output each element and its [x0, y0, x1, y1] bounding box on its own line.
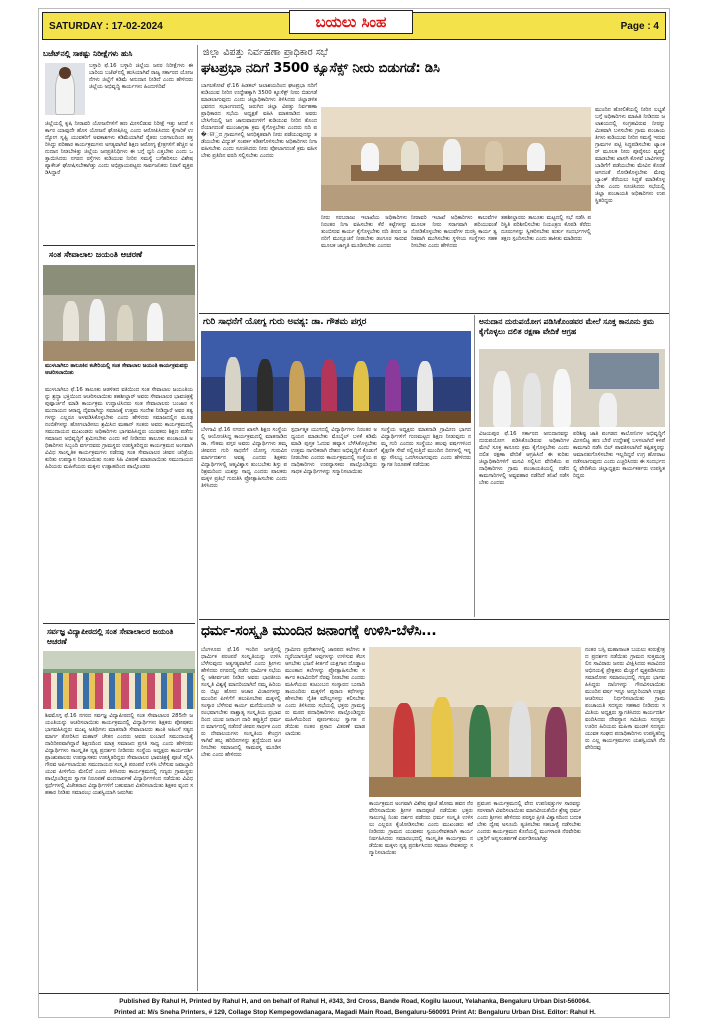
main-headline: ಘಟಪ್ರಭಾ ನದಿಗೆ 3500 ಕ್ಯೂಸೆಕ್ಸ್ ನೀರು ಬಿಡುಗಡೆ: ಡಿಸಿ: [201, 61, 440, 76]
budget-text-a: ಬಳ್ಳಾರಿ ಫೆ.16 ಬಳ್ಳಾರಿ ಜಿಲ್ಲೆಯ ಜನರ ನಿರೀಕ್ಷೆಗಳು ಈ ಬಾರಿಯ ಬಜೆಟ್‌ನಲ್ಲಿ ಹುಸಿಯಾಗಿವೆ ರಾಜ್ಯ ಸರ್ಕಾರದ ಯೋಜನೆಗಳು ಜಿಲ್ಲೆಗೆ ಕಡಿಮೆ ಅನುದಾನ ನೀಡಿದೆ ಎಂದು ಹೇಳಿದರು ಜಿಲ್ಲೆಯ ಅಭಿವೃದ್ಧಿ ಕಾರ್ಯಗಳು ಹಿಂದುಳಿದಿವೆ: [89, 63, 193, 90]
dharma-text-col2: ಗ್ರಾಮೀಣ ಪ್ರದೇಶಗಳಲ್ಲಿ ಜಾನಪದ ಕಲೆಗಳು ಕಣ್ಮರೆಯಾಗುತ್ತಿವೆ ಅವುಗಳನ್ನು ಉಳಿಸುವ ಕೆಲಸ ಆಗಬೇಕು ಭಜನೆ ಕೀರ್ತನೆ ಯಕ್ಷಗಾನ ದೊಡ್ಡಾಟ ಮುಂತಾದ ಕಲೆಗಳನ್ನು ಪ್ರೋತ್ಸಾಹಿಸಬೇಕು ಸರ್ಕಾರ ಕಲಾವಿದರಿಗೆ ನೆರವು ನೀಡಬೇಕು ಎಂದರು ಮಹಿಳೆಯರು ಕುಟುಂಬದ ಸಂಸ್ಕಾರದ ಬುನಾದಿ ತಾಯಂದಿರು ಮಕ್ಕಳಿಗೆ ಪುರಾಣ ಕಥೆಗಳನ್ನು ಹೇಳಬೇಕು ನೈತಿಕ ಮೌಲ್ಯಗಳನ್ನು ಕಲಿಸಬೇಕು ಎಂದು ತಿಳಿಸಿದರು ಸಭೆಯಲ್ಲಿ ಭಕ್ತರು ಗ್ರಾಮಸ್ಥರು ಮಠದ ಪದಾಧಿಕಾರಿಗಳು ಪಾಲ್ಗೊಂಡಿದ್ದರು ಮಹಿಳೆಯರಿಂದ ಪೂರ್ಣಕುಂಭ ಸ್ವಾಗತ ನಡೆಯಿತು ನಂತರ ಪ್ರಸಾದ ವಿತರಣೆ ಮಾಡಲಾಯಿತು: [285, 647, 365, 737]
sevalal-headline: ಸಂತ ಸೇವಾಲಾಲ ಜಯಂತಿ ಆಚರಣೆ: [49, 249, 143, 259]
guru-headline: ಗುರಿ ಸಾಧನೆಗೆ ಯೋಗ್ಯ ಗುರು ಅವಶ್ಯ: ಡಾ. ಗೌತಮ ಪಗ್ಗರ: [203, 317, 367, 327]
dharma-text-col5: ನಂತರ ಬಸ್ಸಿ ಮಹಾನಾಟಕ ಬಯಲು ಕುರುಕ್ಷೇತ್ರದ ಪ್ರದರ್ಶನ ನಡೆಯಿತು ಗ್ರಾಮದ ಸುತ್ತಮುತ್ತಲಿನ ಸಾವಿರಾರು ಜನರು ವೀಕ್ಷಿಸಿದರು ಕಲಾವಿದರ ಅಭಿನಯಕ್ಕೆ ಪ್ರೇಕ್ಷಕರು ಮೆಚ್ಚುಗೆ ವ್ಯಕ್ತಪಡಿಸಿದರು ಸಮಾರೋಪ ಸಮಾರಂಭದಲ್ಲಿ ಗಣ್ಯರು ಭಾಗವಹಿಸಿದ್ದರು ದಾನಿಗಳನ್ನು ಗೌರವಿಸಲಾಯಿತು ಮುಂದಿನ ವರ್ಷ ಇನ್ನೂ ಅದ್ದೂರಿಯಾಗಿ ಉತ್ಸವ ಆಚರಿಸಲು ನಿರ್ಧರಿಸಲಾಯಿತು ಗ್ರಾಮ ಪಂಚಾಯತಿ ಸದಸ್ಯರು ಸಹಕಾರ ನೀಡಿದರು ಸಮಿತಿಯ ಅಧ್ಯಕ್ಷರು ಸ್ವಾಗತಿಸಿದರು ಕಾರ್ಯದರ್ಶಿ ವಂದಿಸಿದರು ದೇವಸ್ಥಾನ ಸಮಿತಿಯ ಸದಸ್ಯರು ಊರಿನ ಹಿರಿಯರು ಮಹಿಳಾ ಮಂಡಳಿ ಸದಸ್ಯರು ಯುವಕ ಸಂಘದ ಪದಾಧಿಕಾರಿಗಳು ಉಪಸ್ಥಿತರಿದ್ದರು ಎಲ್ಲ ಕಾರ್ಯಕ್ರಮಗಳು ಯಶಸ್ವಿಯಾಗಿ ನೆರವೇರಿದವು: [585, 647, 665, 751]
imprint-line-1: Published By Rahul H, Printed by Rahul H, and on behalf of Rahul H, #343, 3rd Cross, Bande Road, Kogilu lauout, Yelahanka, Bengaluru Urban Dist-560064.: [119, 998, 591, 1005]
dharma-ceremony-photo: [369, 647, 581, 797]
newspaper-logo: ಬಯಲು ಸಿಂಹ: [289, 10, 413, 34]
imprint-line-2: Printed at: M/s Sneha Printers, # 129, Collage Stop Kempegowdanagara, Magadi Main Road, Bengaluru-560091 Print At: Bengaluru Urban Dist. Editor: Rahul H.: [114, 1009, 596, 1016]
main-text-col3: ನೀರಾವರಿ ಇಲಾಖೆ ಅಧಿಕಾರಿಗಳು ಕಾಲುವೆಗಳ ಮೂಲಕ ನೀರು ಸರಾಗವಾಗಿ ಹರಿಯುವಂತೆ ನೋಡಿಕೊಳ್ಳಬೇಕು ಕಾಲುವೆಗಳ ದುರಸ್ತಿ ಕಾರ್ಯ ತ್ವರಿತವಾಗಿ ಮುಗಿಸಬೇಕು ಸ್ಥಳೀಯ ಸಂಸ್ಥೆಗಳು ಸಹಕರಿಸಬೇಕು ಎಂದು ಹೇಳಿದರು: [411, 215, 497, 249]
budget-text-b: ಜಿಲ್ಲೆಯಲ್ಲಿ ಕೃಷಿ ನೀರಾವರಿ ಯೋಜನೆಗಳಿಗೆ ಹಣ ಮೀಸಲಿಡುವ ನಿರೀಕ್ಷೆ ಇತ್ತು ಆದರೆ ಸರ್ಕಾರ ಯಾವುದೇ ಹೊಸ ಯೋಜನೆ ಘೋಷಿಸಿಲ್ಲ ಎಂದು ಆರೋಪಿಸಿದರು ಕೈಗಾರಿಕೆ ಉದ್ಯೋಗ ಸೃಷ್ಟಿ ಯುವಕರಿಗೆ ಅವಕಾಶಗಳು ಕಡಿಮೆಯಾಗಿವೆ ರೈತರು ಬರಗಾಲದಿಂದ ತತ್ತರಿಸಿದ್ದು ಪರಿಹಾರ ಕಾರ್ಯಕ್ರಮಗಳು ಅಗತ್ಯವಾಗಿವೆ ಶಿಕ್ಷಣ ಆರೋಗ್ಯ ಕ್ಷೇತ್ರಗಳಿಗೆ ಹೆಚ್ಚಿನ ಅನುದಾನ ನೀಡಬೇಕಿತ್ತು ಜಿಲ್ಲೆಯ ಜನಪ್ರತಿನಿಧಿಗಳು ಈ ಬಗ್ಗೆ ಧ್ವನಿ ಎತ್ತಬೇಕು ಎಂದು ಒತ್ತಾಯಿಸಿದರು ನಗರದ ರಸ್ತೆಗಳು ಕುಡಿಯುವ ನೀರಿನ ಸಮಸ್ಯೆ ಬಗೆಹರಿಸಲು ವಿಶೇಷ ಪ್ಯಾಕೇಜ್ ಘೋಷಿಸಬೇಕಾಗಿತ್ತು ಎಂದು ಅಭಿಪ್ರಾಯಪಟ್ಟರು ಸಾರ್ವಜನಿಕರು ನಿರಾಸೆ ವ್ಯಕ್ತಪಡಿಸಿದ್ದಾರೆ: [45, 121, 193, 176]
issue-date: SATURDAY : 17-02-2024: [49, 20, 163, 32]
page-number: Page : 4: [620, 20, 659, 32]
main-text-col4: ತಹಶೀಲ್ದಾರರು ತಾಲೂಕು ಮಟ್ಟದಲ್ಲಿ ಸಭೆ ನಡೆಸಿ ಪರಿಸ್ಥಿತಿ ಪರಿಶೀಲಿಸಬೇಕು ನಿಯಂತ್ರಣ ಕೊಠಡಿ ತೆರೆದು ದೂರುಗಳನ್ನು ಸ್ವೀಕರಿಸಬೇಕು ತುರ್ತು ಸಂದರ್ಭಗಳಲ್ಲಿ ತಕ್ಷಣ ಸ್ಪಂದಿಸಬೇಕು ಎಂದು ತಾಕೀತು ಮಾಡಿದರು: [501, 215, 591, 242]
guru-text-col1: ಬೆಳಗಾವಿ ಫೆ.16 ನಗರದ ಖಾಸಗಿ ಶಿಕ್ಷಣ ಸಂಸ್ಥೆಯಲ್ಲಿ ಆಯೋಜಿಸಿದ್ದ ಕಾರ್ಯಕ್ರಮದಲ್ಲಿ ಮಾತನಾಡಿದ ಡಾ. ಗೌತಮ ಪಗ್ಗರ ಅವರು ವಿದ್ಯಾರ್ಥಿಗಳು ತಮ್ಮ ಜೀವನದ ಗುರಿ ಸಾಧನೆಗೆ ಯೋಗ್ಯ ಗುರುವಿನ ಮಾರ್ಗದರ್ಶನ ಅವಶ್ಯ ಎಂದರು ಶಿಕ್ಷಕರು ವಿದ್ಯಾರ್ಥಿಗಳಲ್ಲಿ ಆತ್ಮವಿಶ್ವಾಸ ತುಂಬಬೇಕು ಶಿಸ್ತು ಪರಿಶ್ರಮದಿಂದ ಯಶಸ್ಸು ಸಾಧ್ಯ ಎಂದರು ಪಾಲಕರು ಮಕ್ಕಳ ಪ್ರತಿಭೆ ಗುರುತಿಸಿ ಪ್ರೋತ್ಸಾಹಿಸಬೇಕು ಎಂದು ತಿಳಿಸಿದರು: [201, 427, 287, 489]
newspaper-page: [38, 8, 670, 1018]
anudana-text-col2: ಪರಿಶಿಷ್ಟ ಜಾತಿ ಪಂಗಡದ ಕಾಲೋನಿಗಳ ಅಭಿವೃದ್ಧಿಗೆ ಮೀಸಲಿಟ್ಟ ಹಣ ಬೇರೆ ಉದ್ದೇಶಕ್ಕೆ ಬಳಸಲಾಗಿದೆ ಕಳಪೆ ಕಾಮಗಾರಿ ನಡೆಸಿ ಬಿಲ್ ಪಾವತಿಸಲಾಗಿದೆ ತಪ್ಪಿತಸ್ಥರನ್ನು ಅಮಾನತುಗೊಳಿಸಬೇಕು ಇಲ್ಲದಿದ್ದರೆ ಉಗ್ರ ಹೋರಾಟ ನಡೆಸಲಾಗುವುದು ಎಂದು ಎಚ್ಚರಿಸಿದರು ಈ ಸಂದರ್ಭದಲ್ಲಿ ವೇದಿಕೆಯ ಜಿಲ್ಲಾಧ್ಯಕ್ಷರು ಕಾರ್ಯಕರ್ತರು ಉಪಸ್ಥಿತರಿದ್ದರು: [573, 431, 665, 479]
anudana-memorandum-photo: [479, 349, 665, 427]
dharma-headline: ಧರ್ಮ-ಸಂಸ್ಕೃತಿ ಮುಂದಿನ ಜನಾಂಗಕ್ಕೆ ಉಳಿಸಿ-ಬೆಳೆಸಿ...: [201, 623, 437, 639]
sarvajna-event-photo: [43, 651, 195, 709]
sarvajna-headline: ಸರ್ವಜ್ಞ ವಿದ್ಯಾಪೀಠದಲ್ಲಿ ಸಂತ ಸೇವಾಲಾಲರ ಜಯಂತಿ ಆಚರಣೆ: [47, 627, 174, 646]
main-text-col2: ನೀರು ಸರಬರಾಜು ಇಲಾಖೆಯ ಅಧಿಕಾರಿಗಳು ನಿರಂತರ ನಿಗಾ ವಹಿಸಬೇಕು ಕೆರೆ ಕಟ್ಟೆಗಳನ್ನು ತುಂಬಿಸುವ ಕಾರ್ಯ ಕೈಗೊಳ್ಳಬೇಕು ನದಿ ತೀರದ ಜನರಿಗೆ ಮುನ್ಸೂಚನೆ ನೀಡಬೇಕು ಡಂಗೂರ ಸಾರುವ ಮೂಲಕ ಜಾಗೃತಿ ಮೂಡಿಸಬೇಕು ಎಂದರು: [321, 215, 407, 249]
dharma-text-col4: ಪ್ರವಚನ ಕಾರ್ಯಕ್ರಮದಲ್ಲಿ ವೇದ ಉಪನಿಷತ್ತುಗಳ ಸಾರವನ್ನು ಸರಳವಾಗಿ ವಿವರಿಸಲಾಯಿತು ಮಾನವೀಯತೆಯೇ ಶ್ರೇಷ್ಠ ಧರ್ಮ ಎಂದು ಶ್ರೀಗಳು ಹೇಳಿದರು ಪರಸ್ಪರ ಪ್ರೀತಿ ವಿಶ್ವಾಸದಿಂದ ಬದುಕಬೇಕು ದ್ವೇಷ ಅಸೂಯೆ ತ್ಯಜಿಸಬೇಕು ಸಹಬಾಳ್ವೆ ನಡೆಸಬೇಕು ಎಂದರು ಕಾರ್ಯಕ್ರಮದ ಕೊನೆಯಲ್ಲಿ ಮಂಗಳಾರತಿ ನೆರವೇರಿತು ಭಕ್ತರಿಗೆ ಅನ್ನಸಂತರ್ಪಣೆ ಏರ್ಪಡಿಸಲಾಗಿತ್ತು: [477, 801, 581, 842]
sarvajna-text: ಶಿವಮೊಗ್ಗ ಫೆ.16 ನಗರದ ಸರ್ವಜ್ಞ ವಿದ್ಯಾಪೀಠದಲ್ಲಿ ಸಂತ ಸೇವಾಲಾಲರ 285ನೇ ಜಯಂತಿಯನ್ನು ಆಚರಿಸಲಾಯಿತು ಕಾರ್ಯಕ್ರಮದಲ್ಲಿ ವಿದ್ಯಾರ್ಥಿಗಳು ಶಿಕ್ಷಕರು ಪೋಷಕರು ಭಾಗವಹಿಸಿದ್ದರು ಮುಖ್ಯ ಅತಿಥಿಗಳು ಮಾತನಾಡಿ ಸೇವಾಲಾಲರು ಶಾಂತಿ ಅಹಿಂಸೆ ಸತ್ಯದ ಮಾರ್ಗ ತೋರಿಸಿದ ಮಹಾನ್ ಚೇತನ ಎಂದರು ಅವರು ಲಂಬಾಣಿ ಸಮುದಾಯಕ್ಕೆ ದಾರಿದೀಪವಾಗಿದ್ದಾರೆ ಶಿಕ್ಷಣದಿಂದ ಮಾತ್ರ ಸಮಾಜದ ಪ್ರಗತಿ ಸಾಧ್ಯ ಎಂದು ಹೇಳಿದರು ವಿದ್ಯಾರ್ಥಿಗಳು ಸಾಂಸ್ಕೃತಿಕ ನೃತ್ಯ ಪ್ರದರ್ಶನ ನೀಡಿದರು ಸಂಸ್ಥೆಯ ಅಧ್ಯಕ್ಷರು ಕಾರ್ಯದರ್ಶಿ ಪ್ರಾಂಶುಪಾಲರು ಉಪನ್ಯಾಸಕರು ಉಪಸ್ಥಿತರಿದ್ದರು ಸೇವಾಲಾಲರ ಭಾವಚಿತ್ರಕ್ಕೆ ಪೂಜೆ ಸಲ್ಲಿಸಿ ಗೌರವ ಅರ್ಪಿಸಲಾಯಿತು ಸಮುದಾಯದ ಸಂಸ್ಕೃತಿ ಪರಂಪರೆ ಉಳಿಸಿ ಬೆಳೆಸುವ ಜವಾಬ್ದಾರಿ ಯುವ ಪೀಳಿಗೆಯ ಮೇಲಿದೆ ಎಂದು ತಿಳಿಸಿದರು ಕಾರ್ಯಕ್ರಮದಲ್ಲಿ ಗಣ್ಯರು ಗ್ರಾಮಸ್ಥರು ಪಾಲ್ಗೊಂಡಿದ್ದರು ಸ್ವಾಗತ ನಿರೂಪಣೆ ವಂದನಾರ್ಪಣೆ ವಿದ್ಯಾರ್ಥಿಗಳಿಂದ ನಡೆಯಿತು ವಿವಿಧ ಸ್ಪರ್ಧೆಗಳಲ್ಲಿ ವಿಜೇತರಾದ ವಿದ್ಯಾರ್ಥಿಗಳಿಗೆ ಬಹುಮಾನ ವಿತರಿಸಲಾಯಿತು ಶಿಕ್ಷಕರ ವೃಂದ ಸಹಕಾರ ನೀಡಿತು ಸಮಾರಂಭ ಯಶಸ್ವಿಯಾಗಿ ಜರುಗಿತು: [45, 713, 193, 796]
sevalal-event-photo: [43, 265, 195, 361]
budget-portrait-photo: [45, 63, 85, 115]
budget-headline: ಬಜೆಟ್‌ನಲ್ಲಿ ಸಾಕಷ್ಟು ನಿರೀಕ್ಷೆಗಳು ಹುಸಿ: [43, 49, 133, 58]
main-text-col-right: ಮುಂದಿನ ಹೋಲಿಕೆಯಲ್ಲಿ ನೀರಿನ ಲಭ್ಯತೆ ಬಗ್ಗೆ ಅಧಿಕಾರಿಗಳು ಮಾಹಿತಿ ನೀಡಿದರು ಜಲಾಶಯದಲ್ಲಿ ಸಂಗ್ರಹವಿರುವ ನೀರನ್ನು ಮಿತವಾಗಿ ಬಳಸಬೇಕು ಗ್ರಾಮ ಪಂಚಾಯತಿಗಳು ಕುಡಿಯುವ ನೀರಿನ ಸಮಸ್ಯೆ ಇರುವ ಗ್ರಾಮಗಳ ಪಟ್ಟಿ ಸಿದ್ಧಪಡಿಸಬೇಕು ಟ್ಯಾಂಕರ್ ಮೂಲಕ ನೀರು ಪೂರೈಸಲು ವ್ಯವಸ್ಥೆ ಮಾಡಬೇಕು ಖಾಸಗಿ ಕೊಳವೆ ಬಾವಿಗಳನ್ನು ಬಾಡಿಗೆಗೆ ಪಡೆಯಬೇಕು ಮೇವಿನ ಕೊರತೆ ಆಗದಂತೆ ನೋಡಿಕೊಳ್ಳಬೇಕು ಮೇವು ಬ್ಯಾಂಕ್ ತೆರೆಯಲು ಸಿದ್ಧತೆ ಮಾಡಿಕೊಳ್ಳಬೇಕು ಎಂದು ಸೂಚಿಸಿದರು ಸಭೆಯಲ್ಲಿ ಜಿಲ್ಲಾ ಪಂಚಾಯತಿ ಅಧಿಕಾರಿಗಳು ಉಪಸ್ಥಿತರಿದ್ದರು: [595, 107, 665, 204]
sevalal-text: ಮುಳಬಾಗಿಲು ಫೆ.16 ತಾಲೂಕು ಆಡಳಿತದ ವತಿಯಿಂದ ಸಂತ ಸೇವಾಲಾಲ ಜಯಂತಿಯನ್ನು ಶ್ರದ್ಧಾ ಭಕ್ತಿಯಿಂದ ಆಚರಿಸಲಾಯಿತು ತಹಶೀಲ್ದಾರ್ ಅವರು ಸೇವಾಲಾಲರ ಭಾವಚಿತ್ರಕ್ಕೆ ಪುಷ್ಪಾರ್ಚನೆ ಮಾಡಿ ಕಾರ್ಯಕ್ರಮ ಉದ್ಘಾಟಿಸಿದರು ಸಂತ ಸೇವಾಲಾಲರು ಬಂಜಾರ ಸಮುದಾಯದ ಆರಾಧ್ಯ ದೈವರಾಗಿದ್ದು ಸಮಾಜಕ್ಕೆ ಉತ್ತಮ ಸಂದೇಶ ನೀಡಿದ್ದಾರೆ ಅವರ ತತ್ವಗಳನ್ನು ಎಲ್ಲರೂ ಅಳವಡಿಸಿಕೊಳ್ಳಬೇಕು ಎಂದು ಹೇಳಿದರು ಸಮಾಜದಲ್ಲಿನ ಮೂಢನಂಬಿಕೆಗಳನ್ನು ಹೋಗಲಾಡಿಸಲು ಶ್ರಮಿಸಿದ ಮಹಾನ್ ಸಂತರು ಅವರು ಕಾರ್ಯಕ್ರಮದಲ್ಲಿ ಸಮುದಾಯದ ಮುಖಂಡರು ಅಧಿಕಾರಿಗಳು ಭಾಗವಹಿಸಿದ್ದರು ಯುವಕರು ಶಿಕ್ಷಣ ಪಡೆದು ಸಮಾಜದ ಅಭಿವೃದ್ಧಿಗೆ ಶ್ರಮಿಸಬೇಕು ಎಂದು ಕರೆ ನೀಡಿದರು ತಾಲೂಕು ಪಂಚಾಯತಿ ಅಧಿಕಾರಿಗಳು ಸಿಬ್ಬಂದಿ ವರ್ಗದವರು ಗ್ರಾಮಸ್ಥರು ಉಪಸ್ಥಿತರಿದ್ದರು ಕಾರ್ಯಕ್ರಮದ ಅಂಗವಾಗಿ ವಿವಿಧ ಸಾಂಸ್ಕೃತಿಕ ಕಾರ್ಯಕ್ರಮಗಳು ನಡೆದವು ಸಂತ ಸೇವಾಲಾಲರ ಜೀವನ ಚರಿತ್ರೆಯ ಕುರಿತು ಉಪನ್ಯಾಸ ನೀಡಲಾಯಿತು ನಂತರ ಸಿಹಿ ವಿತರಣೆ ಮಾಡಲಾಯಿತು ಸಮುದಾಯದ ಹಿರಿಯರು ಮಹಿಳೆಯರು ಮಕ್ಕಳು ಉತ್ಸಾಹದಿಂದ ಪಾಲ್ಗೊಂಡರು: [45, 387, 193, 470]
dharma-text-col1: ಬೆಂಗಳೂರು ಫೆ.16 ಇಂದಿನ ಜಗತ್ತಿನಲ್ಲಿ ಧಾರ್ಮಿಕ ಪರಂಪರೆ ಸಂಸ್ಕೃತಿಯನ್ನು ಉಳಿಸಿ ಬೆಳೆಸುವುದು ಅತ್ಯಗತ್ಯವಾಗಿದೆ ಎಂದು ಶ್ರೀಗಳು ಹೇಳಿದರು ನಗರದಲ್ಲಿ ನಡೆದ ಧಾರ್ಮಿಕ ಸಭೆಯಲ್ಲಿ ಆಶೀರ್ವಚನ ನೀಡಿದ ಅವರು ಭಾರತೀಯ ಸಂಸ್ಕೃತಿ ವಿಶ್ವಕ್ಕೆ ಮಾದರಿಯಾಗಿದೆ ನಮ್ಮ ಹಿರಿಯರು ಬಿಟ್ಟು ಹೋದ ಆಚಾರ ವಿಚಾರಗಳನ್ನು ಮುಂದಿನ ಪೀಳಿಗೆಗೆ ತಲುಪಿಸಬೇಕು ಮಕ್ಕಳಲ್ಲಿ ಸಂಸ್ಕಾರ ಬೆಳೆಸುವ ಕಾರ್ಯ ಮನೆಯಿಂದಲೇ ಆರಂಭವಾಗಬೇಕು ಪಾಶ್ಚಾತ್ಯ ಸಂಸ್ಕೃತಿಯ ಪ್ರಭಾವದಿಂದ ಯುವ ಜನಾಂಗ ದಾರಿ ತಪ್ಪುತ್ತಿದೆ ಧರ್ಮದ ಮಾರ್ಗದಲ್ಲಿ ನಡೆದರೆ ಜೀವನ ಸಾರ್ಥಕ ಎಂದರು ದೇವಾಲಯಗಳು ಸಂಸ್ಕೃತಿಯ ಕೇಂದ್ರಗಳಾಗಿವೆ ಹಬ್ಬ ಹರಿದಿನಗಳನ್ನು ಶ್ರದ್ಧೆಯಿಂದ ಆಚರಿಸಬೇಕು ಸಮಾಜದಲ್ಲಿ ಸಾಮರಸ್ಯ ಮೂಡಿಸಬೇಕು ಎಂದು ಹೇಳಿದರು: [201, 647, 281, 758]
guru-event-photo: [201, 331, 471, 423]
dc-meeting-photo: [321, 107, 591, 211]
imprint-footer: [39, 993, 670, 1018]
anudana-headline: ಅನುದಾನ ದುರುಪಯೋಗ ಪಡಿಸಿಕೊಂಡವರ ಮೇಲೆ ಸೂಕ್ತ ಕಾನೂನು ಕ್ರಮ ಕೈಗೊಳ್ಳಲು ದಲಿತ ರಕ್ಷಣಾ ವೇದಿಕೆ ಆಗ್ರಹ: [479, 317, 655, 336]
dharma-text-col3: ಕಾರ್ಯಕ್ರಮದ ಅಂಗವಾಗಿ ವಿಶೇಷ ಪೂಜೆ ಹೋಮ ಹವನ ನೆರವೇರಿಸಲಾಯಿತು ಶ್ರೀಗಳ ಪಾದಪೂಜೆ ನಡೆಯಿತು ಭಕ್ತರು ಸಾಲುಗಟ್ಟಿ ನಿಂತು ದರ್ಶನ ಪಡೆದರು ಧರ್ಮ ಸಂಸ್ಕೃತಿ ಉಳಿಸಲು ಎಲ್ಲರೂ ಕೈಜೋಡಿಸಬೇಕು ಎಂದು ಮುಖಂಡರು ಕರೆ ನೀಡಿದರು ಗ್ರಾಮದ ಯುವಕರು ಸ್ವಯಂಸೇವಕರಾಗಿ ಕಾರ್ಯನಿರ್ವಹಿಸಿದರು ಸಮಾರಂಭದಲ್ಲಿ ಸಾಂಸ್ಕೃತಿಕ ಕಾರ್ಯಕ್ರಮ ನಡೆಯಿತು ಮಕ್ಕಳು ನೃತ್ಯ ಪ್ರದರ್ಶಿಸಿದರು ಸಮಾಜ ಸೇವಕರನ್ನು ಸನ್ಮಾನಿಸಲಾಯಿತು: [369, 801, 473, 856]
guru-text-col2: ಸ್ಪರ್ಧಾತ್ಮಕ ಯುಗದಲ್ಲಿ ವಿದ್ಯಾರ್ಥಿಗಳು ನಿರಂತರ ಅಧ್ಯಯನ ಮಾಡಬೇಕು ಮೊಬೈಲ್ ಬಳಕೆ ಕಡಿಮೆ ಮಾಡಿ ಪುಸ್ತಕ ಓದುವ ಹವ್ಯಾಸ ಬೆಳೆಸಿಕೊಳ್ಳಬೇಕು ಉತ್ತಮ ನಾಗರಿಕರಾಗಿ ದೇಶದ ಅಭಿವೃದ್ಧಿಗೆ ಕೊಡುಗೆ ನೀಡಬೇಕು ಎಂದರು ಕಾರ್ಯಕ್ರಮದಲ್ಲಿ ಸಂಸ್ಥೆಯ ಪದಾಧಿಕಾರಿಗಳು ಉಪನ್ಯಾಸಕರು ಪಾಲ್ಗೊಂಡಿದ್ದರು ಸಾಧಕ ವಿದ್ಯಾರ್ಥಿಗಳನ್ನು ಸನ್ಮಾನಿಸಲಾಯಿತು: [291, 427, 377, 475]
sevalal-caption: ಮುಳಬಾಗಿಲು ತಾಲೂಕಿನ ಕಚೇರಿಯಲ್ಲಿ ಸಂತ ಸೇವಾಲಾಲ ಜಯಂತಿ ಕಾರ್ಯಕ್ರಮವನ್ನು ಆಚರಿಸಲಾಯಿತು: [45, 363, 189, 376]
disaster-meeting-kicker: ಜಿಲ್ಲಾ ವಿಪತ್ತು ನಿರ್ವಹಣಾ ಪ್ರಾಧಿಕಾರ ಸಭೆ: [203, 47, 328, 58]
guru-text-col3: ಸಂಸ್ಥೆಯ ಅಧ್ಯಕ್ಷರು ಮಾತನಾಡಿ ಗ್ರಾಮೀಣ ಭಾಗದ ವಿದ್ಯಾರ್ಥಿಗಳಿಗೆ ಗುಣಮಟ್ಟದ ಶಿಕ್ಷಣ ನೀಡುವುದು ನಮ್ಮ ಗುರಿ ಎಂದರು ಸಂಸ್ಥೆಯು ಹಲವು ವರ್ಷಗಳಿಂದ ಶೈಕ್ಷಣಿಕ ಸೇವೆ ಸಲ್ಲಿಸುತ್ತಿದೆ ಮುಂದಿನ ದಿನಗಳಲ್ಲಿ ಇನ್ನಷ್ಟು ಸೌಲಭ್ಯ ಒದಗಿಸಲಾಗುವುದು ಎಂದು ಹೇಳಿದರು ಸ್ವಾಗತ ನಿರೂಪಣೆ ನಡೆಯಿತು: [381, 427, 471, 468]
anudana-text-col1: ವಿಜಯಪುರ ಫೆ.16 ಸರ್ಕಾರದ ಅನುದಾನವನ್ನು ದುರುಪಯೋಗ ಪಡಿಸಿಕೊಂಡಿರುವ ಅಧಿಕಾರಿಗಳ ಮೇಲೆ ಸೂಕ್ತ ಕಾನೂನು ಕ್ರಮ ಕೈಗೊಳ್ಳಬೇಕು ಎಂದು ದಲಿತ ರಕ್ಷಣಾ ವೇದಿಕೆ ಆಗ್ರಹಿಸಿದೆ ಈ ಕುರಿತು ಜಿಲ್ಲಾಧಿಕಾರಿಗಳಿಗೆ ಮನವಿ ಸಲ್ಲಿಸಿದ ವೇದಿಕೆಯ ಪದಾಧಿಕಾರಿಗಳು ಗ್ರಾಮ ಪಂಚಾಯತಿಯಲ್ಲಿ ನಡೆದ ಕಾಮಗಾರಿಗಳಲ್ಲಿ ಅವ್ಯವಹಾರ ನಡೆದಿದೆ ತನಿಖೆ ನಡೆಸಬೇಕು ಎಂದರು: [479, 431, 569, 486]
main-text-col1: ಬಾಗಲಕೋಟೆ ಫೆ.16 ಹಿಡಕಲ್ ಜಲಾಶಯದಿಂದ ಘಟಪ್ರಭಾ ನದಿಗೆ ಕುಡಿಯುವ ನೀರಿನ ಉದ್ದೇಶಕ್ಕಾಗಿ 3500 ಕ್ಯೂಸೆಕ್ಸ್ ನೀರು ಬಿಡುಗಡೆ ಮಾಡಲಾಗುವುದು ಎಂದು ಜಿಲ್ಲಾಧಿಕಾರಿಗಳು ತಿಳಿಸಿದರು ಜಿಲ್ಲಾಡಳಿತ ಭವನದ ಸಭಾಂಗಣದಲ್ಲಿ ಜರುಗಿದ ಜಿಲ್ಲಾ ವಿಪತ್ತು ನಿರ್ವಹಣಾ ಪ್ರಾಧಿಕಾರದ ಸಭೆಯ ಅಧ್ಯಕ್ಷತೆ ವಹಿಸಿ ಮಾತನಾಡಿದ ಅವರು ಬೇಸಿಗೆಯಲ್ಲಿ ಜನ ಜಾನುವಾರುಗಳಿಗೆ ಕುಡಿಯುವ ನೀರಿನ ತೊಂದರೆಯಾಗದಂತೆ ಮುಂಜಾಗ್ರತಾ ಕ್ರಮ ಕೈಗೊಳ್ಳಬೇಕು ಎಂದರು ನದಿ ಪ�ात್ರದ ಗ್ರಾಮಗಳಲ್ಲಿ ಅನಧಿಕೃತವಾಗಿ ನೀರು ಪಡೆಯುವುದನ್ನು ತಡೆಯಬೇಕು ವಿದ್ಯುತ್ ಸಂಪರ್ಕ ಕಡಿತಗೊಳಿಸಬೇಕು ಅಧಿಕಾರಿಗಳು ನಿಗಾ ವಹಿಸಬೇಕು ಎಂದು ಸೂಚಿಸಿದರು ನೀರು ಪೋಲಾಗದಂತೆ ಕ್ರಮ ವಹಿಸಬೇಕು ಪ್ರತಿದಿನ ವರದಿ ಸಲ್ಲಿಸಬೇಕು ಎಂದರು: [201, 83, 317, 159]
